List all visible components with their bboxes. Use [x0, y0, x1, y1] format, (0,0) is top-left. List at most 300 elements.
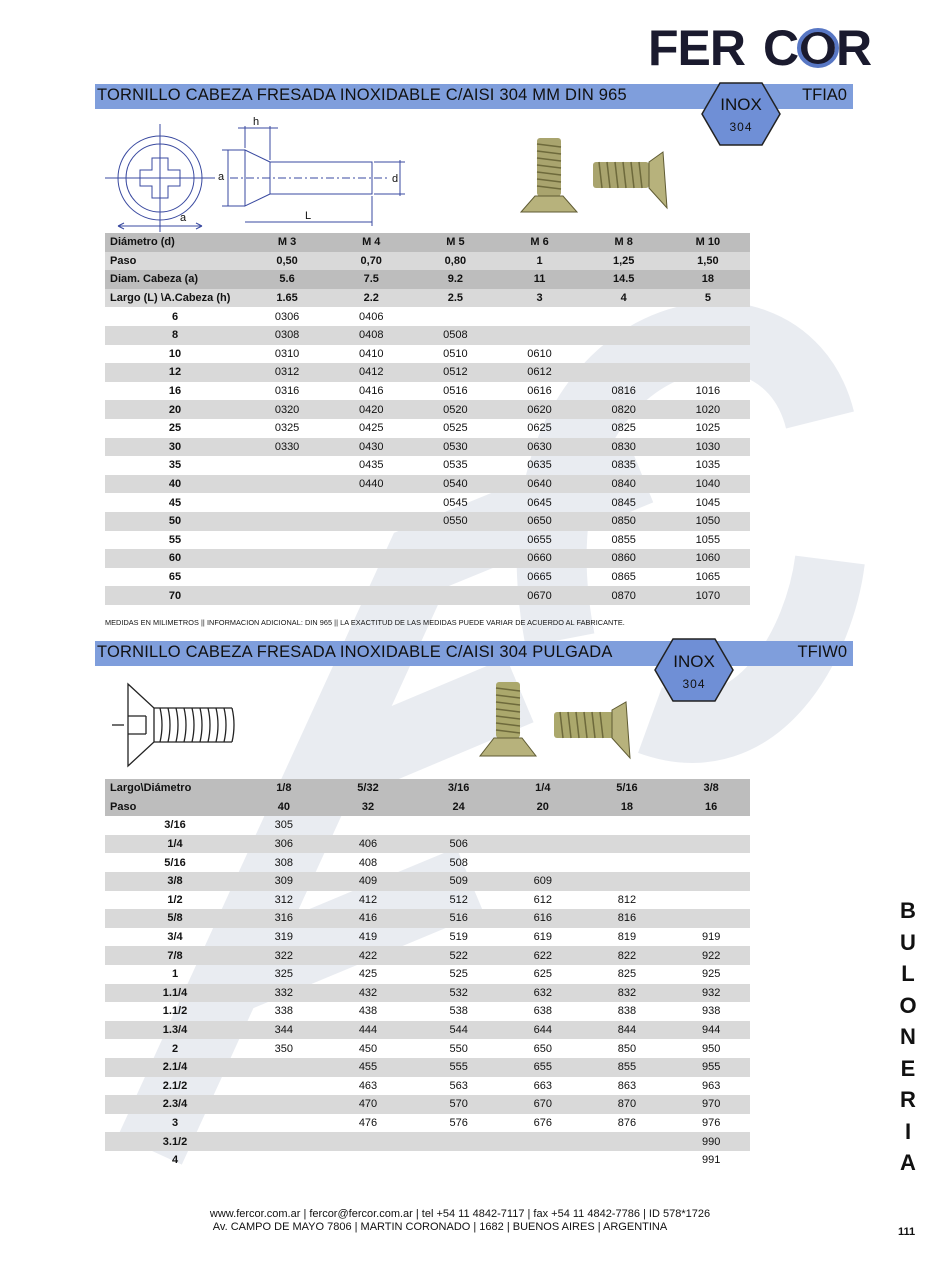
- part-code: 419: [358, 931, 378, 944]
- row-size: 65: [168, 570, 182, 583]
- part-code: 609: [504, 872, 582, 891]
- part-code: 0525: [443, 422, 468, 435]
- section1-code: TFIA0: [802, 86, 847, 104]
- part-code: 963: [701, 1079, 721, 1092]
- part-code: 1060: [666, 549, 750, 568]
- part-code: [329, 493, 413, 512]
- table-row: [105, 382, 750, 401]
- part-code: 0840: [582, 475, 666, 494]
- part-code: [582, 1151, 673, 1170]
- table-row: [105, 363, 750, 382]
- part-code: 512: [449, 893, 468, 906]
- part-code: 555: [413, 1058, 504, 1077]
- part-code: 655: [504, 1058, 582, 1077]
- row-size: 5/8: [105, 909, 245, 928]
- part-code: 0325: [274, 422, 300, 435]
- screw-product-photo: [515, 132, 675, 220]
- table-header-row: [105, 252, 750, 271]
- part-code: [413, 1151, 504, 1170]
- header-value: M 3: [245, 233, 329, 252]
- part-code: 0660: [497, 549, 581, 568]
- part-code: 550: [449, 1042, 468, 1055]
- part-code: 0306: [274, 310, 300, 323]
- part-code: 0650: [497, 512, 581, 531]
- part-code: 0410: [358, 347, 384, 360]
- header-value: 9.2: [413, 270, 497, 289]
- diagram-label-a-bottom: a: [180, 212, 187, 224]
- table-row: [105, 816, 750, 835]
- part-code: 1040: [666, 475, 750, 494]
- part-code: 0535: [443, 459, 468, 472]
- header-value: M 8: [582, 233, 666, 252]
- part-code: 0845: [611, 496, 636, 509]
- row-size: 45: [168, 496, 182, 509]
- part-code: [413, 816, 504, 835]
- part-code: [582, 326, 666, 345]
- header-label: Diam. Cabeza (a): [105, 270, 245, 289]
- footer-contact: www.fercor.com.ar | fercor@fercor.com.ar | tel +54 11 4842-7117 | fax +54 11 4842-7786 | ID 578*1726: [209, 1208, 711, 1220]
- section1-title: TORNILLO CABEZA FRESADA INOXIDABLE C/AISI 304 MM DIN 965: [97, 86, 627, 104]
- table-row: [105, 549, 750, 568]
- side-label-buloneria: [893, 895, 923, 1179]
- part-code: [245, 531, 329, 550]
- header-label: Paso: [105, 252, 245, 271]
- header-value: 14.5: [582, 270, 666, 289]
- table-header-row: [105, 779, 750, 798]
- part-code: [329, 512, 413, 531]
- part-code: [329, 586, 413, 605]
- part-code: 0435: [358, 459, 384, 472]
- part-code: 0630: [497, 438, 581, 457]
- part-code: [245, 493, 329, 512]
- part-code: [413, 568, 497, 587]
- part-code: [582, 853, 673, 872]
- part-code: [329, 549, 413, 568]
- part-code: 1050: [666, 512, 750, 531]
- part-code: 412: [358, 893, 378, 906]
- part-code: [323, 1151, 414, 1170]
- part-code: 444: [323, 1021, 414, 1040]
- part-code: 1070: [666, 586, 750, 605]
- part-code: 0310: [274, 347, 300, 360]
- part-code: 538: [449, 1005, 468, 1018]
- part-code: [582, 816, 673, 835]
- part-code: [504, 1151, 582, 1170]
- part-code: 0625: [527, 422, 552, 435]
- diagram-label-a-side: a: [218, 171, 225, 183]
- part-code: 619: [533, 931, 552, 944]
- part-code: 832: [582, 984, 673, 1003]
- part-code: [582, 345, 666, 364]
- table-row: [105, 475, 750, 494]
- logo-ring-icon: [760, 26, 848, 70]
- header-value: 1,25: [582, 252, 666, 271]
- inox-badge-text: INOX: [673, 652, 715, 671]
- table-row: [105, 456, 750, 475]
- diagram-label-h: h: [253, 116, 260, 128]
- row-size: 8: [105, 326, 245, 345]
- part-code: 309: [245, 872, 323, 891]
- fercor-logo: [648, 20, 872, 76]
- part-code: [245, 568, 329, 587]
- part-code: [582, 835, 673, 854]
- part-code: 670: [504, 1095, 582, 1114]
- part-code: 955: [672, 1058, 750, 1077]
- part-code: 0512: [413, 363, 497, 382]
- header-value: 20: [504, 798, 582, 817]
- header-value: 5/32: [323, 779, 414, 798]
- row-size: 10: [168, 347, 182, 360]
- part-code: 0440: [329, 475, 413, 494]
- part-code: 0655: [527, 533, 552, 546]
- part-code: [582, 1132, 673, 1151]
- part-code: 532: [413, 984, 504, 1003]
- part-code: 0330: [245, 438, 329, 457]
- header-value: 5: [666, 289, 750, 308]
- part-code: [245, 475, 329, 494]
- table-row: [105, 326, 750, 345]
- part-code: 0825: [611, 422, 636, 435]
- part-code: 0406: [358, 310, 384, 323]
- part-code: 306: [245, 835, 323, 854]
- part-code: 812: [617, 893, 637, 906]
- table-row: [105, 891, 750, 910]
- part-code: 1025: [695, 422, 721, 435]
- section1-inox-badge: [700, 81, 782, 147]
- part-code: 0550: [413, 512, 497, 531]
- table-row: [105, 493, 750, 512]
- part-code: 1016: [695, 385, 721, 398]
- part-code: 0645: [527, 496, 552, 509]
- row-size: 2: [171, 1042, 179, 1055]
- part-code: 325: [274, 968, 294, 981]
- part-code: [413, 549, 497, 568]
- screw-outline-drawing: [108, 680, 248, 770]
- part-code: 0316: [274, 385, 300, 398]
- part-code: 432: [323, 984, 414, 1003]
- header-label: Diámetro (d): [105, 233, 245, 252]
- header-value: M 5: [413, 233, 497, 252]
- part-code: [413, 586, 497, 605]
- part-code: [582, 307, 666, 326]
- side-label-letter: B: [900, 898, 916, 923]
- part-code: [504, 1132, 582, 1151]
- part-code: 870: [582, 1095, 673, 1114]
- row-size: 3: [171, 1116, 179, 1129]
- row-size: 2.1/2: [162, 1079, 188, 1092]
- part-code: 0416: [358, 385, 384, 398]
- part-code: 0320: [245, 400, 329, 419]
- part-code: 822: [582, 946, 673, 965]
- row-size: 1: [171, 968, 179, 981]
- row-size: 50: [105, 512, 245, 531]
- part-code: 0412: [329, 363, 413, 382]
- row-size: 1/4: [105, 835, 245, 854]
- part-code: 0530: [413, 438, 497, 457]
- part-code: 0420: [329, 400, 413, 419]
- part-code: 0635: [527, 459, 552, 472]
- table-row: [105, 835, 750, 854]
- logo-text-cor: COR: [763, 20, 872, 76]
- table-row: [105, 438, 750, 457]
- part-code: [666, 363, 750, 382]
- part-code: 338: [274, 1005, 294, 1018]
- header-value: 11: [497, 270, 581, 289]
- part-code: 344: [245, 1021, 323, 1040]
- part-code: 350: [274, 1042, 294, 1055]
- row-size: 30: [105, 438, 245, 457]
- part-code: 825: [617, 968, 637, 981]
- part-code: 570: [413, 1095, 504, 1114]
- part-code: [245, 586, 329, 605]
- row-size: 12: [105, 363, 245, 382]
- table-row: [105, 1002, 750, 1021]
- row-size: 1.1/2: [162, 1005, 188, 1018]
- row-size: 60: [105, 549, 245, 568]
- table-row: [105, 1132, 750, 1151]
- part-code: 0508: [413, 326, 497, 345]
- part-code: 508: [449, 856, 468, 869]
- part-code: 1035: [695, 459, 721, 472]
- part-code: 312: [274, 893, 294, 906]
- side-label-letter: A: [900, 1150, 916, 1175]
- part-code: 819: [617, 931, 637, 944]
- diagram-label-L: L: [305, 210, 312, 222]
- part-code: 0425: [358, 422, 384, 435]
- header-value: 1.65: [245, 289, 329, 308]
- screw-technical-drawing: [100, 114, 420, 234]
- part-code: 525: [449, 968, 468, 981]
- side-label-letter: I: [904, 1118, 912, 1144]
- part-code: 422: [323, 946, 414, 965]
- part-code: 409: [323, 872, 414, 891]
- part-code: [582, 363, 666, 382]
- part-code: [582, 872, 673, 891]
- inox-badge-number: 304: [729, 120, 753, 134]
- part-code: 0408: [329, 326, 413, 345]
- part-code: [245, 1114, 323, 1133]
- part-code: [245, 549, 329, 568]
- header-value: 3: [497, 289, 581, 308]
- part-code: 506: [413, 835, 504, 854]
- part-code: [497, 326, 581, 345]
- header-value: 40: [245, 798, 323, 817]
- header-value: 0,70: [329, 252, 413, 271]
- table-row: [105, 853, 750, 872]
- row-size: 70: [105, 586, 245, 605]
- part-code: 509: [413, 872, 504, 891]
- row-size: 7/8: [105, 946, 245, 965]
- part-code: 0620: [497, 400, 581, 419]
- header-value: 16: [672, 798, 750, 817]
- table-row: [105, 1021, 750, 1040]
- part-code: [245, 1151, 323, 1170]
- row-size: 25: [168, 422, 182, 435]
- header-value: 1/4: [504, 779, 582, 798]
- part-code: 544: [413, 1021, 504, 1040]
- row-size: 6: [171, 310, 179, 323]
- part-code: [504, 816, 582, 835]
- part-code: [413, 307, 497, 326]
- row-size: 5/16: [164, 856, 186, 869]
- row-size: 40: [105, 475, 245, 494]
- header-value: 3/16: [413, 779, 504, 798]
- header-value: 0,80: [413, 252, 497, 271]
- part-code: 1030: [666, 438, 750, 457]
- header-label: Paso: [105, 798, 245, 817]
- part-code: 919: [701, 931, 721, 944]
- part-code: 0665: [527, 570, 552, 583]
- logo-text-fer: FER: [648, 20, 745, 76]
- section2-inox-badge: [653, 637, 735, 703]
- part-code: [672, 872, 750, 891]
- table-header-row: [105, 289, 750, 308]
- part-code: 0610: [527, 347, 552, 360]
- row-size: 2.3/4: [105, 1095, 245, 1114]
- table-row: [105, 965, 750, 984]
- part-code: 0516: [443, 385, 468, 398]
- part-code: 676: [533, 1116, 552, 1129]
- inox-badge-number: 304: [682, 677, 706, 691]
- table-row: [105, 1151, 750, 1170]
- part-code: [413, 531, 497, 550]
- part-code: 622: [504, 946, 582, 965]
- part-code: 0616: [527, 385, 552, 398]
- header-value: 24: [413, 798, 504, 817]
- part-code: 516: [413, 909, 504, 928]
- table-row: [105, 1077, 750, 1096]
- table-row: [105, 512, 750, 531]
- row-size: 16: [168, 385, 182, 398]
- table-header-row: [105, 270, 750, 289]
- row-size: 3.1/2: [105, 1132, 245, 1151]
- table-row: [105, 984, 750, 1003]
- part-code: [413, 1132, 504, 1151]
- part-code: 0510: [443, 347, 468, 360]
- part-code: 950: [701, 1042, 721, 1055]
- header-value: 0,50: [245, 252, 329, 271]
- part-code: 470: [323, 1095, 414, 1114]
- part-code: 650: [533, 1042, 552, 1055]
- header-value: 5/16: [582, 779, 673, 798]
- table-header-row: [105, 798, 750, 817]
- part-code: [666, 345, 750, 364]
- part-code: 616: [504, 909, 582, 928]
- header-value: 1/8: [245, 779, 323, 798]
- header-label: Largo\Diámetro: [105, 779, 245, 798]
- header-value: 1: [497, 252, 581, 271]
- part-code: [245, 456, 329, 475]
- part-code: 876: [617, 1116, 637, 1129]
- part-code: 408: [358, 856, 378, 869]
- table-row: [105, 307, 750, 326]
- part-code: 0520: [413, 400, 497, 419]
- row-size: 2.1/4: [105, 1058, 245, 1077]
- part-code: 644: [504, 1021, 582, 1040]
- part-code: 855: [582, 1058, 673, 1077]
- header-value: 18: [666, 270, 750, 289]
- section2-title-band: [95, 641, 853, 666]
- part-code: 0835: [611, 459, 636, 472]
- part-code: 438: [358, 1005, 378, 1018]
- section2-table: [105, 779, 750, 1169]
- part-code: [504, 853, 582, 872]
- row-size: 3/8: [105, 872, 245, 891]
- row-size: 3/16: [164, 819, 186, 832]
- part-code: 476: [358, 1116, 378, 1129]
- page-number: 111: [898, 1226, 916, 1238]
- inox-badge-text: INOX: [720, 95, 762, 114]
- row-size: 55: [168, 533, 182, 546]
- part-code: 322: [245, 946, 323, 965]
- part-code: 970: [672, 1095, 750, 1114]
- part-code: [672, 909, 750, 928]
- row-size: 3/4: [167, 931, 183, 944]
- header-label: Largo (L) \A.Cabeza (h): [105, 289, 245, 308]
- table-row: [105, 400, 750, 419]
- table-row: [105, 345, 750, 364]
- part-code: 991: [701, 1154, 721, 1167]
- part-code: [672, 816, 750, 835]
- diagram-label-d: d: [392, 173, 399, 185]
- part-code: 925: [701, 968, 721, 981]
- part-code: 0308: [245, 326, 329, 345]
- part-code: 576: [449, 1116, 468, 1129]
- part-code: 976: [701, 1116, 721, 1129]
- part-code: [245, 1077, 323, 1096]
- part-code: 0612: [497, 363, 581, 382]
- header-value: 7.5: [329, 270, 413, 289]
- part-code: 316: [245, 909, 323, 928]
- part-code: 425: [358, 968, 378, 981]
- side-label-letter: L: [901, 961, 915, 986]
- part-code: [672, 891, 750, 910]
- part-code: 1045: [695, 496, 721, 509]
- section2-title: TORNILLO CABEZA FRESADA INOXIDABLE C/AISI 304 PULGADA: [97, 643, 613, 661]
- part-code: 455: [323, 1058, 414, 1077]
- part-code: 0855: [611, 533, 636, 546]
- header-value: M 10: [666, 233, 750, 252]
- header-value: 5.6: [245, 270, 329, 289]
- header-value: M 4: [329, 233, 413, 252]
- part-code: 612: [533, 893, 552, 906]
- table-row: [105, 586, 750, 605]
- table-row: [105, 1058, 750, 1077]
- part-code: 816: [582, 909, 673, 928]
- part-code: 332: [245, 984, 323, 1003]
- side-label-letter: O: [899, 992, 917, 1018]
- table-row: [105, 1039, 750, 1058]
- header-value: 4: [582, 289, 666, 308]
- part-code: 0670: [497, 586, 581, 605]
- table-row: [105, 1095, 750, 1114]
- part-code: 0816: [611, 385, 636, 398]
- side-label-letter: E: [900, 1055, 916, 1081]
- header-value: 3/8: [672, 779, 750, 798]
- part-code: 0850: [582, 512, 666, 531]
- header-value: 2.2: [329, 289, 413, 308]
- part-code: 838: [617, 1005, 637, 1018]
- table-row: [105, 928, 750, 947]
- part-code: [245, 1058, 323, 1077]
- part-code: 319: [274, 931, 294, 944]
- part-code: [504, 835, 582, 854]
- table-header-row: [105, 233, 750, 252]
- part-code: [323, 1132, 414, 1151]
- header-value: 1,50: [666, 252, 750, 271]
- part-code: 625: [533, 968, 552, 981]
- row-size: 35: [168, 459, 182, 472]
